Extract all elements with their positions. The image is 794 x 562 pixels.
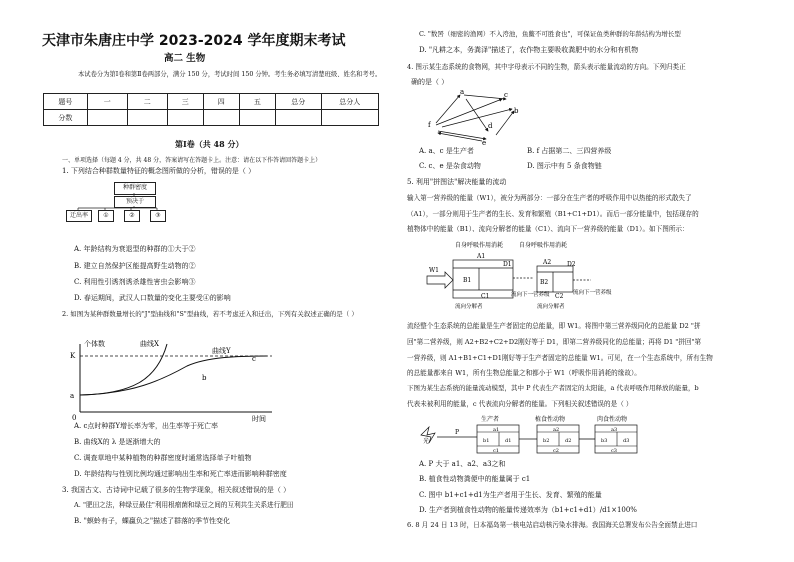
c2-label: C2 xyxy=(555,293,564,300)
cell-b3: b3 xyxy=(601,438,608,444)
right-column xyxy=(397,0,794,562)
q4-stem-continued: 确的是（ ） xyxy=(411,78,449,86)
cell-c3: c3 xyxy=(611,448,617,454)
q3-option-a: A. "肥田之法，种绿豆最佳"利用根瘤菌和绿豆之间的互利共生关系进行肥田 xyxy=(74,501,294,509)
next-level-label-1: 流向下一营养级 xyxy=(511,292,550,298)
b2-label: B2 xyxy=(540,279,549,286)
q5-energy-flow-model xyxy=(419,413,669,459)
diagram-node-density: 种群密度 xyxy=(114,182,156,195)
a1-label: A1 xyxy=(477,253,486,260)
curve-x xyxy=(80,344,167,395)
herbivore-label: 植食性动物 xyxy=(535,416,566,423)
q4-option-b: B. f 占据第二、三四营养级 xyxy=(527,147,612,155)
cell-d1: d1 xyxy=(505,438,512,444)
q5-stem: 5. 利用"拼图法"解决能量的流动 xyxy=(407,178,507,186)
instructions-line: 本试卷分为第Ⅰ卷和第Ⅱ卷两部分，满分 150 分，考试时间 150 分钟。考生务必填写清楚班级、姓名和考号。 xyxy=(78,71,382,78)
section-heading: 一、单项选择（每题 4 分，共 48 分，答案请写在答题卡上。注意：请在以下作答请回答题卡上） xyxy=(62,157,322,164)
part1-heading: 第Ⅰ卷（共 48 分） xyxy=(175,139,244,149)
cell-a1: a1 xyxy=(493,427,500,433)
cell-c2: c2 xyxy=(553,448,559,454)
q4-option-a: A. a、c 是生产者 xyxy=(419,147,474,155)
q1-stem: 1. 下列结合种群数量特征的概念图所做的分析，错误的是（ ） xyxy=(62,167,256,175)
score-header-cell: 四 xyxy=(203,94,239,110)
q1-option-a: A. 年龄结构为衰退型的种群的①大于② xyxy=(74,245,196,253)
cell-d2: d2 xyxy=(565,438,572,444)
q2-option-a: A. c点时种群Y增长率为零，出生率等于死亡率 xyxy=(74,422,219,430)
cell-b1: b1 xyxy=(483,438,490,444)
q2-option-c: C. 调查草地中某种植物的种群密度时通常选择单子叶植物 xyxy=(74,454,252,462)
diagram-node-3: ③ xyxy=(150,210,166,222)
c1-label: C1 xyxy=(481,293,490,300)
q5-option-c: C. 图中 b1+c1+d1为生产者用于生长、发育、繁殖的能量 xyxy=(419,491,602,499)
q5-option-d: D. 生产者到植食性动物的能量传递效率为（b1+c1+d1）/d1×100% xyxy=(419,506,637,514)
q1-option-b: B. 建立自然保护区能提高野生动物的② xyxy=(74,262,196,270)
y-axis-label: 个体数 xyxy=(84,340,105,348)
diagram-node-1: ① xyxy=(98,210,114,222)
light-label: 光 xyxy=(423,438,430,445)
resp-label-1: 自身呼吸作用消耗 xyxy=(455,242,504,249)
score-header-cell: 二 xyxy=(127,94,167,110)
q1-option-d: D. 春运期间，武汉人口数量的变化主要受④的影响 xyxy=(74,294,231,302)
score-header-cell: 一 xyxy=(87,94,127,110)
cell-a3: a3 xyxy=(611,427,618,433)
d2-label: D2 xyxy=(567,261,576,268)
producer-label: 生产者 xyxy=(481,416,500,423)
web-node-c: c xyxy=(504,91,508,99)
q3-stem: 3. 我国古文、古诗词中记载了很多的生物学现象，相关叙述错误的是（ ） xyxy=(62,486,291,494)
w1-label: W1 xyxy=(429,267,439,274)
score-row-label: 分数 xyxy=(44,110,88,126)
web-node-d: d xyxy=(488,122,493,130)
diagram-node-emigration: 迁出率 xyxy=(66,210,92,222)
score-header-cell: 总分人 xyxy=(321,94,378,110)
d1-label: D1 xyxy=(503,261,512,268)
q4-option-d: D. 图示中有 5 条食物链 xyxy=(527,162,602,170)
q5-paragraph-line: 的总能量都来自 W1，所有生物总能量之和都小于 W1（呼吸作用消耗的缘故）。 xyxy=(407,369,641,377)
diagram-node-depends: 预决于 xyxy=(114,196,156,208)
q5-paragraph-line: 下图为某生态系统的能量流动模型，其中 P 代表生产者固定的太阳能，a 代表呼吸作用释放的能量，b xyxy=(407,384,699,392)
p-label: P xyxy=(455,429,460,436)
q5-paragraph-line: 流经整个生态系统的总能量是生产者固定的总能量，即 W1。将图中第三营养级同化的总能量 D2 "拼 xyxy=(407,322,701,330)
carnivore-label: 肉食性动物 xyxy=(597,416,628,423)
q5-option-b: B. 植食性动物粪便中的能量属于 c1 xyxy=(419,475,531,483)
score-header-cell: 总分 xyxy=(275,94,321,110)
cell-c1: c1 xyxy=(493,448,499,454)
exam-title: 天津市朱唐庄中学 2023-2024 学年度期末考试 xyxy=(42,33,346,49)
curve-y xyxy=(80,356,267,395)
b1-label: B1 xyxy=(463,277,472,284)
a-label: a xyxy=(70,392,75,400)
resp-label-2: 自身呼吸作用消耗 xyxy=(519,242,568,249)
q5-paragraph-line: 回"第二营养级，则 A2+B2+C2+D2刚好等于 D1，即第二营养级同化的总能量；再将 D1 "拼回"第 xyxy=(407,338,702,346)
q5-paragraph-line: 输入第一营养级的能量（W1），被分为两部分：一部分在生产者的呼吸作用中以热能的形式散失了 xyxy=(407,194,692,202)
b-label: b xyxy=(202,374,207,382)
c-label: c xyxy=(252,355,256,363)
decomposer-label-1: 流向分解者 xyxy=(455,304,483,310)
decomposer-label-2: 流向分解者 xyxy=(537,304,565,310)
diagram-connectors xyxy=(0,0,397,240)
q2-growth-curve-figure xyxy=(62,340,282,422)
q4-food-web xyxy=(422,85,532,147)
q2-option-d: D. 年龄结构与性别比例均通过影响出生率和死亡率进而影响种群密度 xyxy=(74,470,287,478)
web-node-b: b xyxy=(514,107,519,115)
next-level-label-2: 流向下一营养级 xyxy=(573,290,612,296)
q5-paragraph-line: （A1），一部分则用于生产者的生长、发育和繁殖（B1+C1+D1）。而后一部分能量中，包括现存的 xyxy=(407,210,699,218)
score-header-cell: 题号 xyxy=(44,94,88,110)
q6-stem: 6. 8 月 24 日 13 时，日本福岛第一核电站启动核污染水排海。我国海关总署发布公告全面禁止进口 xyxy=(407,521,698,529)
q3-option-d: D. "凡耕之本，务粪泽"描述了，农作物主要吸收粪肥中的水分和有机物 xyxy=(419,46,639,54)
q1-option-c: C. 利用性引诱剂诱杀雄性害虫会影响③ xyxy=(74,278,196,286)
q5-paragraph-line: 植物体中的能量（B1）、流向分解者的能量（C1）、流向下一营养级的能量（D1）。如下图所示： xyxy=(407,225,689,233)
cell-a2: a2 xyxy=(553,427,560,433)
exam-subtitle: 高二 生物 xyxy=(164,53,206,64)
q5-paragraph-line: 一营养级，则 A1+B1+C1+D1刚好等于生产者固定的总能量 W1。可见，在一个生态系统中，所有生物 xyxy=(407,354,713,362)
q3-option-c: C. "数罟（细密的渔网）不入洿池，鱼鳖不可胜食也"，可保证鱼类种群的年龄结构为增长型 xyxy=(419,30,681,38)
web-node-f: f xyxy=(428,121,431,129)
web-node-a: a xyxy=(460,88,465,96)
cell-d3: d3 xyxy=(623,438,630,444)
q3-option-b: B. "螟蛉有子，蜾蠃负之"描述了群落的季节性变化 xyxy=(74,517,231,525)
q5-option-a: A. P 大于 a1、a2、a3之和 xyxy=(419,460,506,468)
web-node-e: e xyxy=(482,139,487,147)
origin-label: 0 xyxy=(72,414,77,422)
q5-energy-diagram xyxy=(427,238,657,310)
q2-stem: 2. 如图为某种群数量增长的"J"型曲线和"S"型曲线，若不考虑迁入和迁出，下列有关叙述正确的是（ ） xyxy=(62,310,358,318)
cell-b2: b2 xyxy=(543,438,550,444)
curve-x-label: 曲线X xyxy=(140,340,159,348)
a2-label: A2 xyxy=(543,259,552,266)
w1-arrow xyxy=(427,272,453,288)
q4-stem: 4. 图示某生态系统的食物网，其中字母表示不同的生物，箭头表示能量流动的方向。下列归类正 xyxy=(407,63,686,71)
diagram-node-2: ② xyxy=(124,210,140,222)
k-label: K xyxy=(70,352,76,360)
q5-paragraph-line: 代表未被利用的能量，c 代表流向分解者的能量。下列相关叙述错误的是（ ） xyxy=(407,400,633,408)
q2-option-b: B. 曲线X的 λ 是逐渐增大的 xyxy=(74,438,161,446)
curve-y-label: 曲线Y xyxy=(212,347,231,355)
score-header-cell: 三 xyxy=(167,94,203,110)
x-axis-label: 时间 xyxy=(252,415,266,423)
score-header-cell: 五 xyxy=(239,94,275,110)
q4-option-c: C. c、e 是杂食动物 xyxy=(419,162,481,170)
